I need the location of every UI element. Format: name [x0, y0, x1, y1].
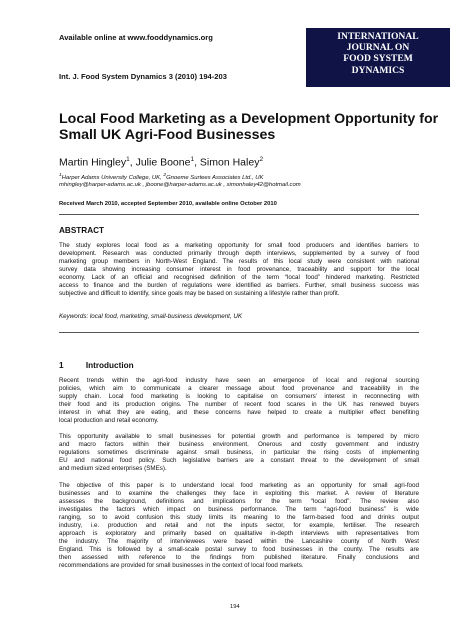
journal-name-line: INTERNATIONAL	[337, 31, 419, 42]
paragraph-line: approach is exploratory and primarily based on qualitative in-depth interviews with representatives from	[59, 529, 419, 537]
paragraph-line: and macro factors within their business environment. Onerous and costly government and industry	[59, 441, 419, 449]
paragraph	[59, 482, 419, 571]
affiliation-mark: 1	[59, 173, 62, 178]
abstract-line: marketing group members in North-West England. The results of this local study were consistent with national	[59, 258, 419, 266]
paragraph-line: then assessed with reference to the findings from published literature. Finally conclusions and	[59, 553, 419, 561]
author-name: Martin Hingley	[59, 156, 127, 169]
introduction-body	[59, 377, 419, 570]
abstract-heading: ABSTRACT	[59, 226, 105, 235]
author-name: Simon Haley	[199, 156, 260, 169]
journal-name-line: FOOD SYSTEM	[343, 53, 413, 65]
abstract-body	[59, 242, 419, 298]
author-affiliation-mark: 2	[259, 156, 264, 163]
abstract-line: development. Research was conducted primarily through depth interviews, supplemented by a survey of food	[59, 250, 419, 258]
journal-name-line: JOURNAL ON	[346, 42, 410, 54]
journal-name-line: DYNAMICS	[351, 64, 405, 76]
paragraph-line: supply chain. Local food marketing is looking to capitalise on consumers' interest in reconnecting with	[59, 393, 419, 401]
divider	[59, 332, 419, 333]
divider	[59, 214, 419, 215]
page-number: 194	[230, 604, 240, 610]
abstract-line: subjective and difficult to identify, since goals may be based on sustaining a lifestyle rather than profit.	[59, 290, 340, 298]
paragraph-line: the industry. The majority of interviewees were based within the Lancashire county of North West	[59, 537, 419, 545]
author-affiliation-mark: 1	[126, 156, 130, 163]
section-heading	[59, 361, 134, 370]
keywords: Keywords: local food, marketing, small-business development, UK	[59, 313, 243, 320]
paragraph-line: recommendations are provided for small businesses in the context of local food markets.	[59, 561, 304, 569]
paragraph-line: The objective of this paper is to understand local food marketing as an opportunity for small agri-food	[59, 481, 419, 489]
author-separator: ,	[194, 156, 200, 169]
journal-logo-box	[306, 28, 450, 87]
paragraph-line: interest in what they are eating, and these concerns have helped to create a multiplier effect benefiting	[59, 409, 419, 417]
paragraph-line: their food and its production origins. The number of recent food scares in the UK has renewed buyers	[59, 401, 419, 409]
paragraph-line: regulations sometimes discriminate against small business, in particular the rising costs of implementing	[59, 449, 419, 457]
paragraph-line: local production and retail economy.	[59, 417, 159, 425]
author-separator: ,	[129, 156, 136, 169]
abstract-line: survey data showing increasing consumer interest in food provenance, traceability and support for the local	[59, 266, 419, 274]
affiliations	[59, 172, 301, 190]
author-list	[59, 153, 263, 170]
paragraph-line: This opportunity available to small businesses for potential growth and performance is tempered by micro	[59, 433, 419, 441]
affiliation-mark: 2	[163, 173, 167, 178]
article-title	[59, 111, 438, 143]
section-title: Introduction	[85, 361, 134, 370]
paragraph-line: EU and national food policy. Such legislative barriers are a constant threat to the development of small	[59, 457, 419, 465]
author-name: Julie Boone	[135, 156, 191, 169]
paragraph-line: England. This is followed by a small-scale postal survey to food businesses in the county. The results are	[59, 545, 419, 553]
author-affiliation-mark: 1	[190, 156, 195, 163]
paragraph-line: Recent trends within the agri-food industry have seen an emergence of local and regional sourcing	[59, 377, 419, 384]
paragraph	[59, 377, 419, 425]
available-online-link[interactable]: Available online at www.fooddynamics.org	[59, 33, 213, 42]
paragraph-line: policies, which aim to communicate a clearer message about food provenance and traceability in the	[59, 385, 419, 393]
author-emails: mhingley@harper-adams.ac.uk , jboone@harper-adams.ac.uk , simonhaley42@hotmail.com	[59, 182, 301, 189]
paragraph-line: industry, i.e. production and retail and not the inputs sector, for example, fertiliser. The research	[59, 521, 419, 529]
paragraph-line: assesses the background, definitions and implications for the term “local food”. The review also	[59, 497, 419, 505]
paragraph-line: businesses and to examine the challenges they face in exploiting this market. A review of literature	[59, 489, 419, 497]
paragraph	[59, 433, 419, 473]
abstract-line: economy. Lack of an official and recognised definition of the term “local food” hindered marketing. Restricted	[59, 274, 419, 282]
abstract-line: access to finance and the burden of regulations were identified as barriers. Further, small business success was	[59, 282, 419, 290]
paragraph-line: and medium sized enterprises (SMEs).	[59, 465, 167, 473]
affiliation-text: Gnoeme Surtees Associates Ltd., UK	[166, 174, 264, 181]
section-number: 1	[59, 361, 64, 370]
paragraph-line: investigates the factors which impact on business performance. The term “agri-food business” is wide	[59, 505, 419, 513]
abstract-line: The study explores local food as a marketing opportunity for small food producers and identifies barriers to	[59, 242, 419, 249]
article-title-line: Local Food Marketing as a Development Opportunity for	[59, 111, 439, 127]
paragraph-line: ranging, so to avoid confusion this study limits its meaning to the farm-based food and drinks output	[59, 513, 419, 521]
journal-citation: Int. J. Food System Dynamics 3 (2010) 194-203	[59, 72, 227, 81]
affiliation-text: Harper Adams University College, UK,	[61, 174, 164, 181]
article-title-line: Small UK Agri-Food Businesses	[59, 127, 276, 143]
received-dates: Received March 2010, accepted September 2010, available online October 2010	[59, 201, 277, 207]
affiliation-line	[59, 172, 301, 182]
